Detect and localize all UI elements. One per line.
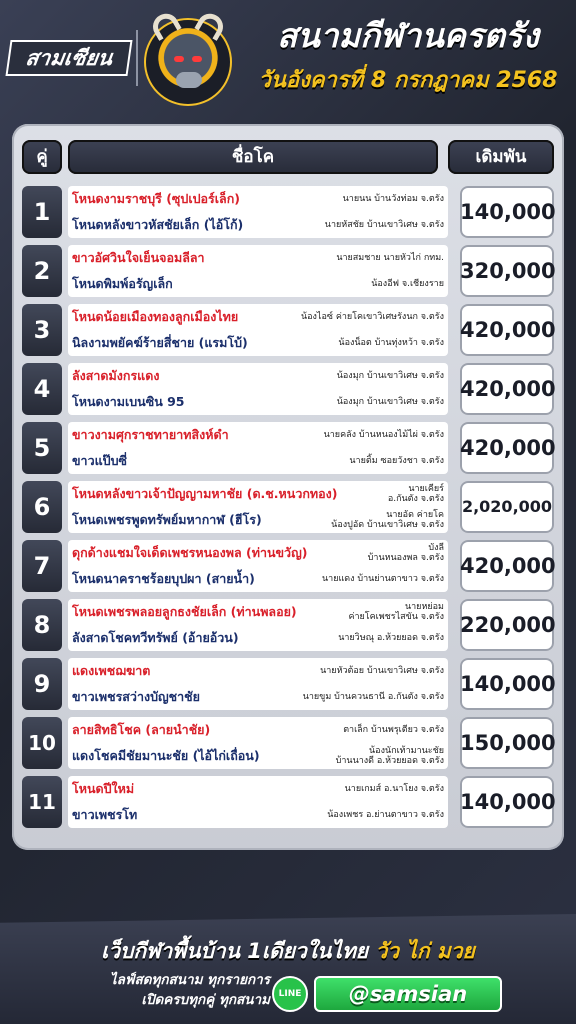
bet-amount: 140,000: [460, 776, 554, 828]
match-row: [22, 540, 554, 592]
owner-name: [368, 543, 444, 563]
header-bet-amount: เดิมพัน: [448, 140, 554, 174]
pair-number: 10: [22, 717, 62, 769]
bet-amount: 2,020,000: [460, 481, 554, 533]
blue-corner-bull-name: โหนดหลังขาวหัสชัยเล็ก (ไอ้โก้): [72, 217, 244, 232]
tagline-highlight: วัว ไก่ มวย: [375, 939, 475, 963]
red-corner-line: [68, 776, 448, 802]
owner-line2: ค่ายโคเพชรไสขัน จ.ตรัง: [348, 612, 444, 622]
pair-contestants: [68, 540, 448, 592]
red-corner-line: [68, 186, 448, 212]
bull-horn-left: [148, 9, 182, 41]
owner-line1: น้องนักเท้ามานะชัย: [369, 746, 444, 756]
red-corner-bull-name: ลายสิทธิโชค (ลายนำชัย): [72, 722, 211, 737]
match-row: [22, 599, 554, 651]
match-row: [22, 363, 554, 415]
bull-eye-left: [174, 56, 184, 62]
header-pair-number: คู่: [22, 140, 62, 174]
owner-name: นายนน บ้านวังท่อม จ.ตรัง: [342, 194, 444, 204]
pair-contestants: [68, 717, 448, 769]
blue-corner-line: [68, 389, 448, 415]
red-corner-bull-name: โหนดเพชรพลอยลูกธงชัยเล็ก (ท่านพลอย): [72, 604, 297, 619]
live-text-line1: ไลฟ์สดทุกสนาม ทุกรายการ: [109, 972, 270, 988]
bet-amount: 140,000: [460, 186, 554, 238]
bet-amount: 220,000: [460, 599, 554, 651]
owner-name: นายหัวต้อย บ้านเขาวิเศษ จ.ตรัง: [320, 666, 444, 676]
owner-name: นายแดง บ้านย่านตาขาว จ.ตรัง: [321, 574, 444, 584]
blue-corner-line: [68, 448, 448, 474]
pair-number: 8: [22, 599, 62, 651]
bet-amount: 420,000: [460, 422, 554, 474]
pair-number: 7: [22, 540, 62, 592]
pair-contestants: [68, 422, 448, 474]
pair-number: 9: [22, 658, 62, 710]
owner-name: นายขูม บ้านควนธานี อ.กันตัง จ.ตรัง: [302, 692, 444, 702]
bet-amount: 150,000: [460, 717, 554, 769]
pair-contestants: [68, 304, 448, 356]
match-row: [22, 658, 554, 710]
bull-eye-right: [192, 56, 202, 62]
blue-corner-line: [68, 566, 448, 592]
bet-amount: 140,000: [460, 658, 554, 710]
blue-corner-line: [68, 625, 448, 651]
blue-corner-bull-name: โหนดงามเบนซิน 95: [72, 394, 185, 409]
match-row: [22, 776, 554, 828]
owner-name: น้องมุก บ้านเขาวิเศษ จ.ตรัง: [336, 397, 444, 407]
header-bull-name: ชื่อโค: [68, 140, 438, 174]
pair-contestants: [68, 245, 448, 297]
red-corner-line: [68, 304, 448, 330]
owner-line1: นายเคียร์: [408, 484, 444, 494]
red-corner-line: [68, 363, 448, 389]
event-date: วันอังคารที่ 8 กรกฎาคม 2568: [258, 68, 558, 93]
owner-name: น้องไอซ์ ค่ายโคเขาวิเศษรังนก จ.ตรัง: [300, 312, 444, 322]
logo-divider: [136, 30, 138, 86]
red-corner-bull-name: โหนดหลังขาวเจ้าปัญญามหาชัย (ด.ช.หนวกทอง): [72, 486, 338, 501]
pair-contestants: [68, 776, 448, 828]
blue-corner-bull-name: ขาวเพชรสว่างบัญชาชัย: [72, 689, 200, 704]
match-row: [22, 186, 554, 238]
owner-name: น้องน็อต บ้านทุ่งหว้า จ.ตรัง: [338, 338, 444, 348]
line-handle-button[interactable]: @samsian: [314, 976, 502, 1012]
bet-amount: 320,000: [460, 245, 554, 297]
pair-number: 1: [22, 186, 62, 238]
owner-name: น้องเพชร อ.ย่านตาขาว จ.ตรัง: [327, 810, 444, 820]
owner-name: นายสมชาย นายหัวไก่ กทม.: [336, 253, 444, 263]
blue-corner-bull-name: โหนดนาคราชร้อยบุปผา (สายน้ำ): [72, 571, 255, 586]
owner-line1: บังลี: [428, 543, 444, 553]
owner-name: [336, 746, 444, 766]
blue-corner-bull-name: ลังสาดโชคทวีทรัพย์ (อ้ายอ้วน): [72, 630, 239, 645]
owner-name: [388, 484, 444, 504]
pair-contestants: [68, 599, 448, 651]
pair-contestants: [68, 363, 448, 415]
red-corner-bull-name: โหนดปีใหม่: [72, 781, 135, 796]
pair-number: 4: [22, 363, 62, 415]
pair-number: 2: [22, 245, 62, 297]
red-corner-bull-name: ขาวอัศวินใจเย็นจอมลีลา: [72, 250, 205, 265]
red-corner-bull-name: โหนดน้อยเมืองทองลูกเมืองไทย: [72, 309, 239, 324]
red-corner-bull-name: แดงเพชฌฆาต: [72, 663, 151, 678]
blue-corner-line: [68, 212, 448, 238]
pair-number: 5: [22, 422, 62, 474]
owner-line2: บ้านหนองพล จ.ตรัง: [367, 553, 444, 563]
owner-name: นายวิษณุ อ.ห้วยยอด จ.ตรัง: [338, 633, 444, 643]
owner-name: นายเกมส์ อ.นาโยง จ.ตรัง: [344, 784, 444, 794]
blue-corner-line: [68, 507, 448, 533]
blue-corner-bull-name: ขาวเพชรโท: [72, 807, 138, 822]
tagline-main: เว็บกีฬาพื้นบ้าน 1เดียวในไทย: [101, 939, 369, 963]
pair-contestants: [68, 186, 448, 238]
blue-corner-bull-name: นิลงามพยัคฆ์ร้ายสี่ชาย (แรมโบ้): [72, 335, 248, 350]
header: [0, 0, 576, 118]
owner-line1: นายหย่อม: [404, 602, 444, 612]
blue-corner-bull-name: โหนดพิมพ์อรัญเล็ก: [72, 276, 173, 291]
owner-name: นายหัสชัย บ้านเขาวิเศษ จ.ตรัง: [324, 220, 444, 230]
bet-amount: 420,000: [460, 304, 554, 356]
pair-contestants: [68, 658, 448, 710]
owner-name: นายติ้ม ซอยวังชา จ.ตรัง: [349, 456, 444, 466]
blue-corner-bull-name: ขาวแป๊บซี่: [72, 453, 127, 468]
line-app-icon[interactable]: LINE: [272, 976, 308, 1012]
red-corner-bull-name: ลังสาดมังกรแดง: [72, 368, 160, 383]
owner-name: น้องมุก บ้านเขาวิเศษ จ.ตรัง: [336, 371, 444, 381]
red-corner-line: [68, 658, 448, 684]
bull-horn-right: [194, 9, 228, 41]
match-row: [22, 481, 554, 533]
bull-mascot-icon: [144, 18, 232, 106]
red-corner-bull-name: โหนดงามราชบุรี (ซุปเปอร์เล็ก): [72, 191, 240, 206]
owner-name: [331, 510, 444, 530]
pair-number: 3: [22, 304, 62, 356]
bet-amount: 420,000: [460, 363, 554, 415]
red-corner-bull-name: ดุกด้างแชมใจเด็ดเพชรหนองพล (ท่านขวัญ): [72, 545, 308, 560]
owner-name: นายคลัง บ้านหนองไม้ไผ่ จ.ตรัง: [323, 430, 444, 440]
owner-line2: บ้านนางดี อ.ห้วยยอด จ.ตรัง: [335, 756, 444, 766]
pair-number: 6: [22, 481, 62, 533]
owner-line1: นายอัด ค่ายโค: [386, 510, 444, 520]
red-corner-bull-name: ขาวงามศุกราชทายาทสิงห์ดำ: [72, 427, 229, 442]
owner-name: ตาเล็ก บ้านพรุเตียว จ.ตรัง: [343, 725, 444, 735]
match-table: [12, 124, 564, 850]
footer-tagline: [0, 934, 576, 968]
page-title: สนามกีฬานครตรัง: [277, 16, 539, 55]
red-corner-line: [68, 540, 448, 566]
blue-corner-bull-name: โหนดเพชรพูดทรัพย์มหากาฬ (ฮีโร): [72, 512, 262, 527]
owner-name: น้องอีฟ จ.เชียงราย: [371, 279, 444, 289]
owner-name: [348, 602, 444, 622]
blue-corner-line: [68, 802, 448, 828]
blue-corner-line: [68, 330, 448, 356]
red-corner-line: [68, 599, 448, 625]
match-row: [22, 717, 554, 769]
blue-corner-line: [68, 684, 448, 710]
match-row: [22, 304, 554, 356]
bet-amount: 420,000: [460, 540, 554, 592]
brand-logo-text: สามเซียน: [5, 40, 132, 76]
match-row: [22, 422, 554, 474]
live-text-line2: เปิดครบทุกคู่ ทุกสนาม: [141, 992, 270, 1008]
pair-contestants: [68, 481, 448, 533]
pair-number: 11: [22, 776, 62, 828]
red-corner-line: [68, 245, 448, 271]
bull-snout: [176, 72, 202, 88]
owner-line2: น้องปูอัด บ้านเขาวิเศษ จ.ตรัง: [331, 520, 444, 530]
red-corner-line: [68, 717, 448, 743]
blue-corner-line: [68, 743, 448, 769]
blue-corner-line: [68, 271, 448, 297]
owner-line2: อ.กันตัง จ.ตรัง: [387, 494, 444, 504]
match-row: [22, 245, 554, 297]
red-corner-line: [68, 481, 448, 507]
red-corner-line: [68, 422, 448, 448]
blue-corner-bull-name: แดงโชคมีชัยมานะชัย (ไอ้ไก่เถื่อน): [72, 748, 260, 763]
